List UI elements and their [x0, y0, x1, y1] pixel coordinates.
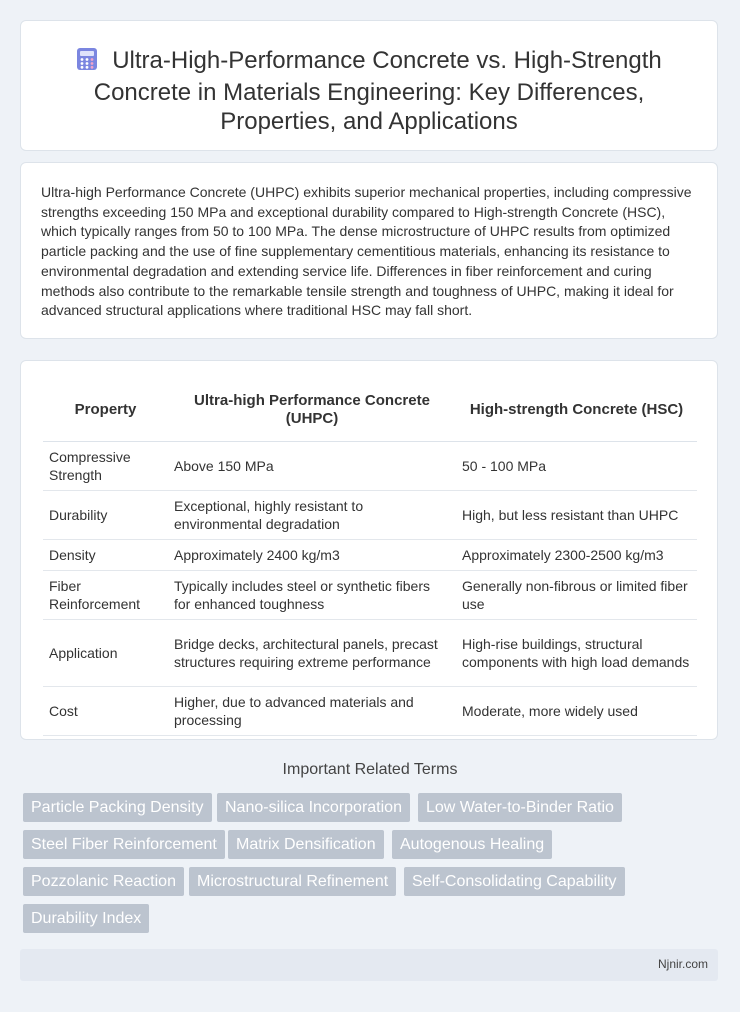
intro-card — [20, 162, 718, 339]
related-term-tag[interactable]: Autogenous Healing — [392, 830, 552, 859]
table-row — [43, 570, 697, 619]
table-cell: Density — [43, 539, 168, 570]
page-title-text: Ultra-High-Performance Concrete vs. High-Strength Concrete in Materials Engineering: Key Differences, Properties, and Applications — [93, 47, 662, 135]
table-cell: Cost — [43, 686, 168, 735]
related-term-tag[interactable]: Nano-silica Incorporation — [217, 793, 410, 822]
header-hsc: High-strength Concrete (HSC) — [456, 379, 697, 441]
table-cell: High-rise buildings, structural components with high load demands — [456, 619, 697, 686]
comparison-table-card — [20, 360, 718, 740]
title-card — [20, 20, 718, 151]
table-cell: Typically includes steel or synthetic fibers for enhanced toughness — [168, 570, 456, 619]
footer — [20, 949, 718, 981]
table-row — [43, 490, 697, 539]
table-cell: Durability — [43, 490, 168, 539]
table-cell: Bridge decks, architectural panels, precast structures requiring extreme performance — [168, 619, 456, 686]
footer-site-link[interactable]: Njnir.com — [657, 957, 708, 971]
table-cell: Approximately 2400 kg/m3 — [168, 539, 456, 570]
related-term-tag[interactable]: Pozzolanic Reaction — [23, 867, 184, 896]
table-header-row — [43, 379, 697, 441]
table-cell: High, but less resistant than UHPC — [456, 490, 697, 539]
related-term-tag[interactable]: Low Water-to-Binder Ratio — [418, 793, 622, 822]
related-term-tag[interactable]: Microstructural Refinement — [189, 867, 396, 896]
header-property: Property — [43, 379, 168, 441]
related-term-tag[interactable]: Matrix Densification — [228, 830, 384, 859]
related-term-tag[interactable]: Durability Index — [23, 904, 149, 933]
table-cell: Above 150 MPa — [168, 441, 456, 490]
table-cell: Compressive Strength — [43, 441, 168, 490]
comparison-table — [43, 379, 697, 736]
table-cell: Approximately 2300-2500 kg/m3 — [456, 539, 697, 570]
table-row — [43, 686, 697, 735]
page-title — [61, 46, 677, 136]
table-row — [43, 619, 697, 686]
table-row — [43, 441, 697, 490]
table-cell: Fiber Reinforcement — [43, 570, 168, 619]
table-cell: Moderate, more widely used — [456, 686, 697, 735]
header-uhpc: Ultra-high Performance Concrete (UHPC) — [168, 379, 456, 441]
table-cell: Application — [43, 619, 168, 686]
intro-paragraph: Ultra-high Performance Concrete (UHPC) exhibits superior mechanical properties, including compressive strengths exceeding 150 MPa and exceptional durability compared to High-strength Concrete (HSC), which typically ranges from 50 to 100 MPa. The dense microstructure of UHPC results from optimized particle packing and the use of fine supplementary cementitious materials, enhancing its resistance to environmental degradation and extending service life. Differences in fiber reinforcement and curing methods also contribute to the remarkable tensile strength and toughness of UHPC, making it ideal for advanced structural applications where traditional HSC may fall short. — [41, 184, 692, 319]
related-terms-title: Important Related Terms — [282, 761, 458, 778]
related-term-tag[interactable]: Steel Fiber Reinforcement — [23, 830, 225, 859]
table-row — [43, 539, 697, 570]
table-cell: Higher, due to advanced materials and processing — [168, 686, 456, 735]
calculator-icon — [76, 47, 98, 78]
table-cell: Exceptional, highly resistant to environmental degradation — [168, 490, 456, 539]
table-cell: Generally non-fibrous or limited fiber use — [456, 570, 697, 619]
table-cell: 50 - 100 MPa — [456, 441, 697, 490]
related-term-tag[interactable]: Self-Consolidating Capability — [404, 867, 625, 896]
related-term-tag[interactable]: Particle Packing Density — [23, 793, 212, 822]
